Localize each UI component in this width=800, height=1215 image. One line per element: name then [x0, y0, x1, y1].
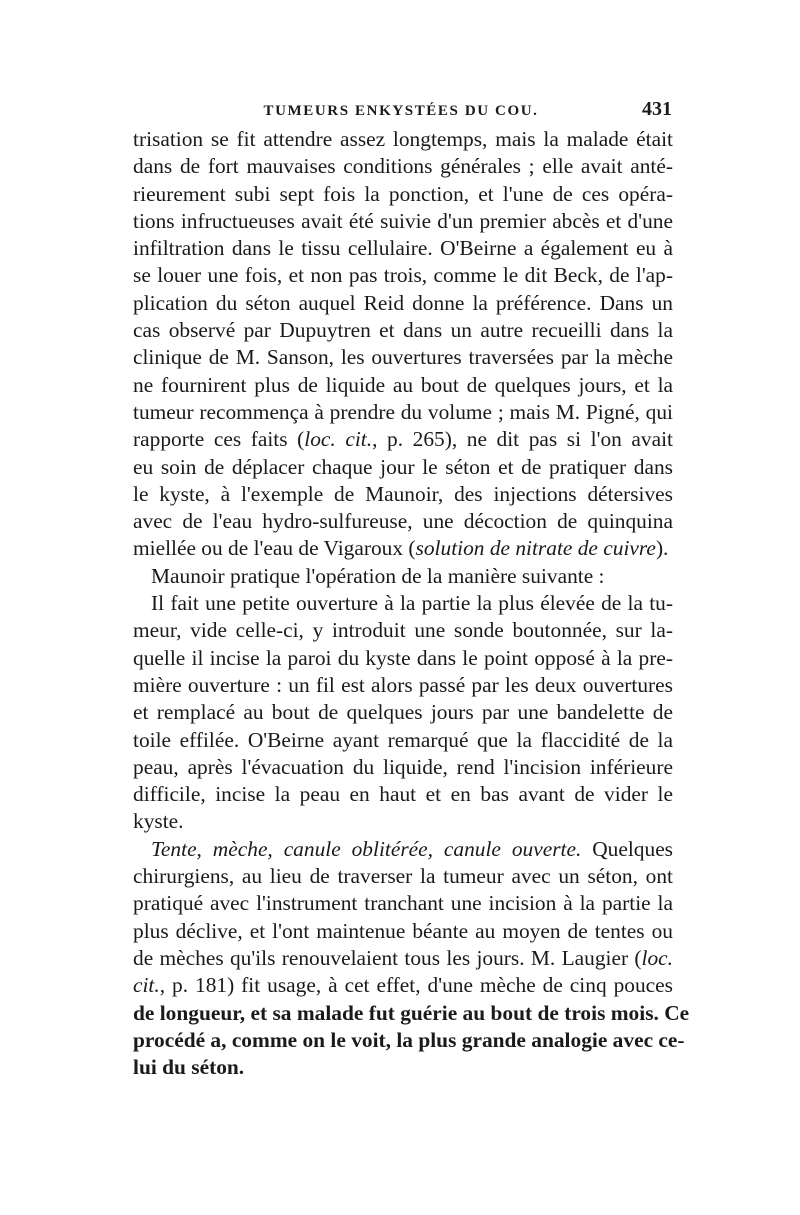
text-line: [133, 535, 673, 562]
text-line: toile effilée. O'Beirne ayant remarqué que la flaccidité de la: [133, 727, 673, 752]
text-line: plication du séton auquel Reid donne la préférence. Dans un: [133, 290, 673, 315]
text-line: se louer une fois, et non pas trois, comme le dit Beck, de l'ap-: [133, 263, 673, 288]
text-line: [133, 836, 673, 863]
text-line: plus déclive, et l'ont maintenue béante au moyen de tentes ou: [133, 918, 673, 943]
text-line: le kyste, à l'exemple de Maunoir, des injections détersives: [133, 481, 673, 506]
text-line: cas observé par Dupuytren et dans un autre recueilli dans la: [133, 318, 673, 343]
text-line: lui du séton.: [133, 1055, 245, 1080]
text-line: difficile, incise la peau en haut et en bas avant de vider le: [133, 782, 673, 807]
text-line: kyste.: [133, 809, 184, 834]
text-line: peau, après l'évacuation du liquide, rend l'incision inférieure: [133, 754, 673, 779]
section-heading: Tente, mèche, canule oblitérée, canule ouverte.: [151, 836, 582, 861]
text-line: eu soin de déplacer chaque jour le séton et de pratiquer dans: [133, 454, 673, 479]
text-line: [133, 426, 673, 453]
text-line: Maunoir pratique l'opération de la manière suivante :: [151, 563, 605, 588]
body-text: [133, 126, 690, 1081]
italic-phrase: solution de nitrate de cuivre: [415, 536, 656, 561]
text-line: dans de fort mauvaises conditions générales ; elle avait anté-: [133, 154, 673, 179]
running-title: TUMEURS ENKYSTÉES DU COU.: [263, 103, 539, 119]
text-line: [133, 972, 673, 999]
text-line: et remplacé au bout de quelques jours par une bandelette de: [133, 700, 673, 725]
text-line: tumeur recommença à prendre du volume ; mais M. Pigné, qui: [133, 399, 673, 424]
text-line: de longueur, et sa malade fut guérie au bout de trois mois. Ce: [133, 1000, 690, 1025]
citation: cit.: [133, 973, 160, 998]
text-line: clinique de M. Sanson, les ouvertures traversées par la mèche: [133, 345, 673, 370]
text-line: procédé a, comme on le voit, la plus grande analogie avec ce-: [133, 1027, 685, 1052]
text-line: quelle il incise la paroi du kyste dans le point opposé à la pre-: [133, 645, 673, 670]
text-line: infiltration dans le tissu cellulaire. O'Beirne a également eu à: [133, 236, 673, 261]
text-run: ).: [655, 536, 669, 561]
text-run: miellée ou de l'eau de Vigaroux (: [133, 536, 416, 561]
text-run: Quelques: [581, 836, 674, 861]
text-line: [133, 945, 673, 972]
text-line: chirurgiens, au lieu de traverser la tumeur avec un séton, ont: [133, 864, 673, 889]
page-number: 431: [642, 98, 672, 120]
text-line: trisation se fit attendre assez longtemps, mais la malade était: [133, 127, 673, 151]
text-run: de mèches qu'ils renouvelaient tous les jours. M. Laugier (: [133, 945, 642, 970]
text-run: , p. 265), ne dit pas si l'on avait: [372, 427, 673, 452]
text-run: rapporte ces faits (: [133, 427, 305, 452]
text-line: rieurement subi sept fois la ponction, et l'une de ces opéra-: [133, 181, 673, 206]
text-line: meur, vide celle-ci, y introduit une sonde boutonnée, sur la-: [133, 618, 673, 643]
text-line: tions infructueuses avait été suivie d'un premier abcès et d'une: [133, 208, 673, 233]
text-line: pratiqué avec l'instrument tranchant une incision à la partie la: [133, 891, 673, 916]
text-line: Il fait une petite ouverture à la partie la plus élevée de la tu-: [151, 591, 673, 616]
running-head: [130, 95, 672, 125]
citation: loc.: [641, 945, 673, 970]
text-line: avec de l'eau hydro-sulfureuse, une décoction de quinquina: [133, 509, 673, 534]
text-run: , p. 181) fit usage, à cet effet, d'une mèche de cinq pouces: [159, 973, 673, 998]
citation: loc. cit.: [304, 427, 373, 452]
text-line: mière ouverture : un fil est alors passé par les deux ouvertures: [133, 672, 673, 697]
text-line: ne fournirent plus de liquide au bout de quelques jours, et la: [133, 372, 673, 397]
